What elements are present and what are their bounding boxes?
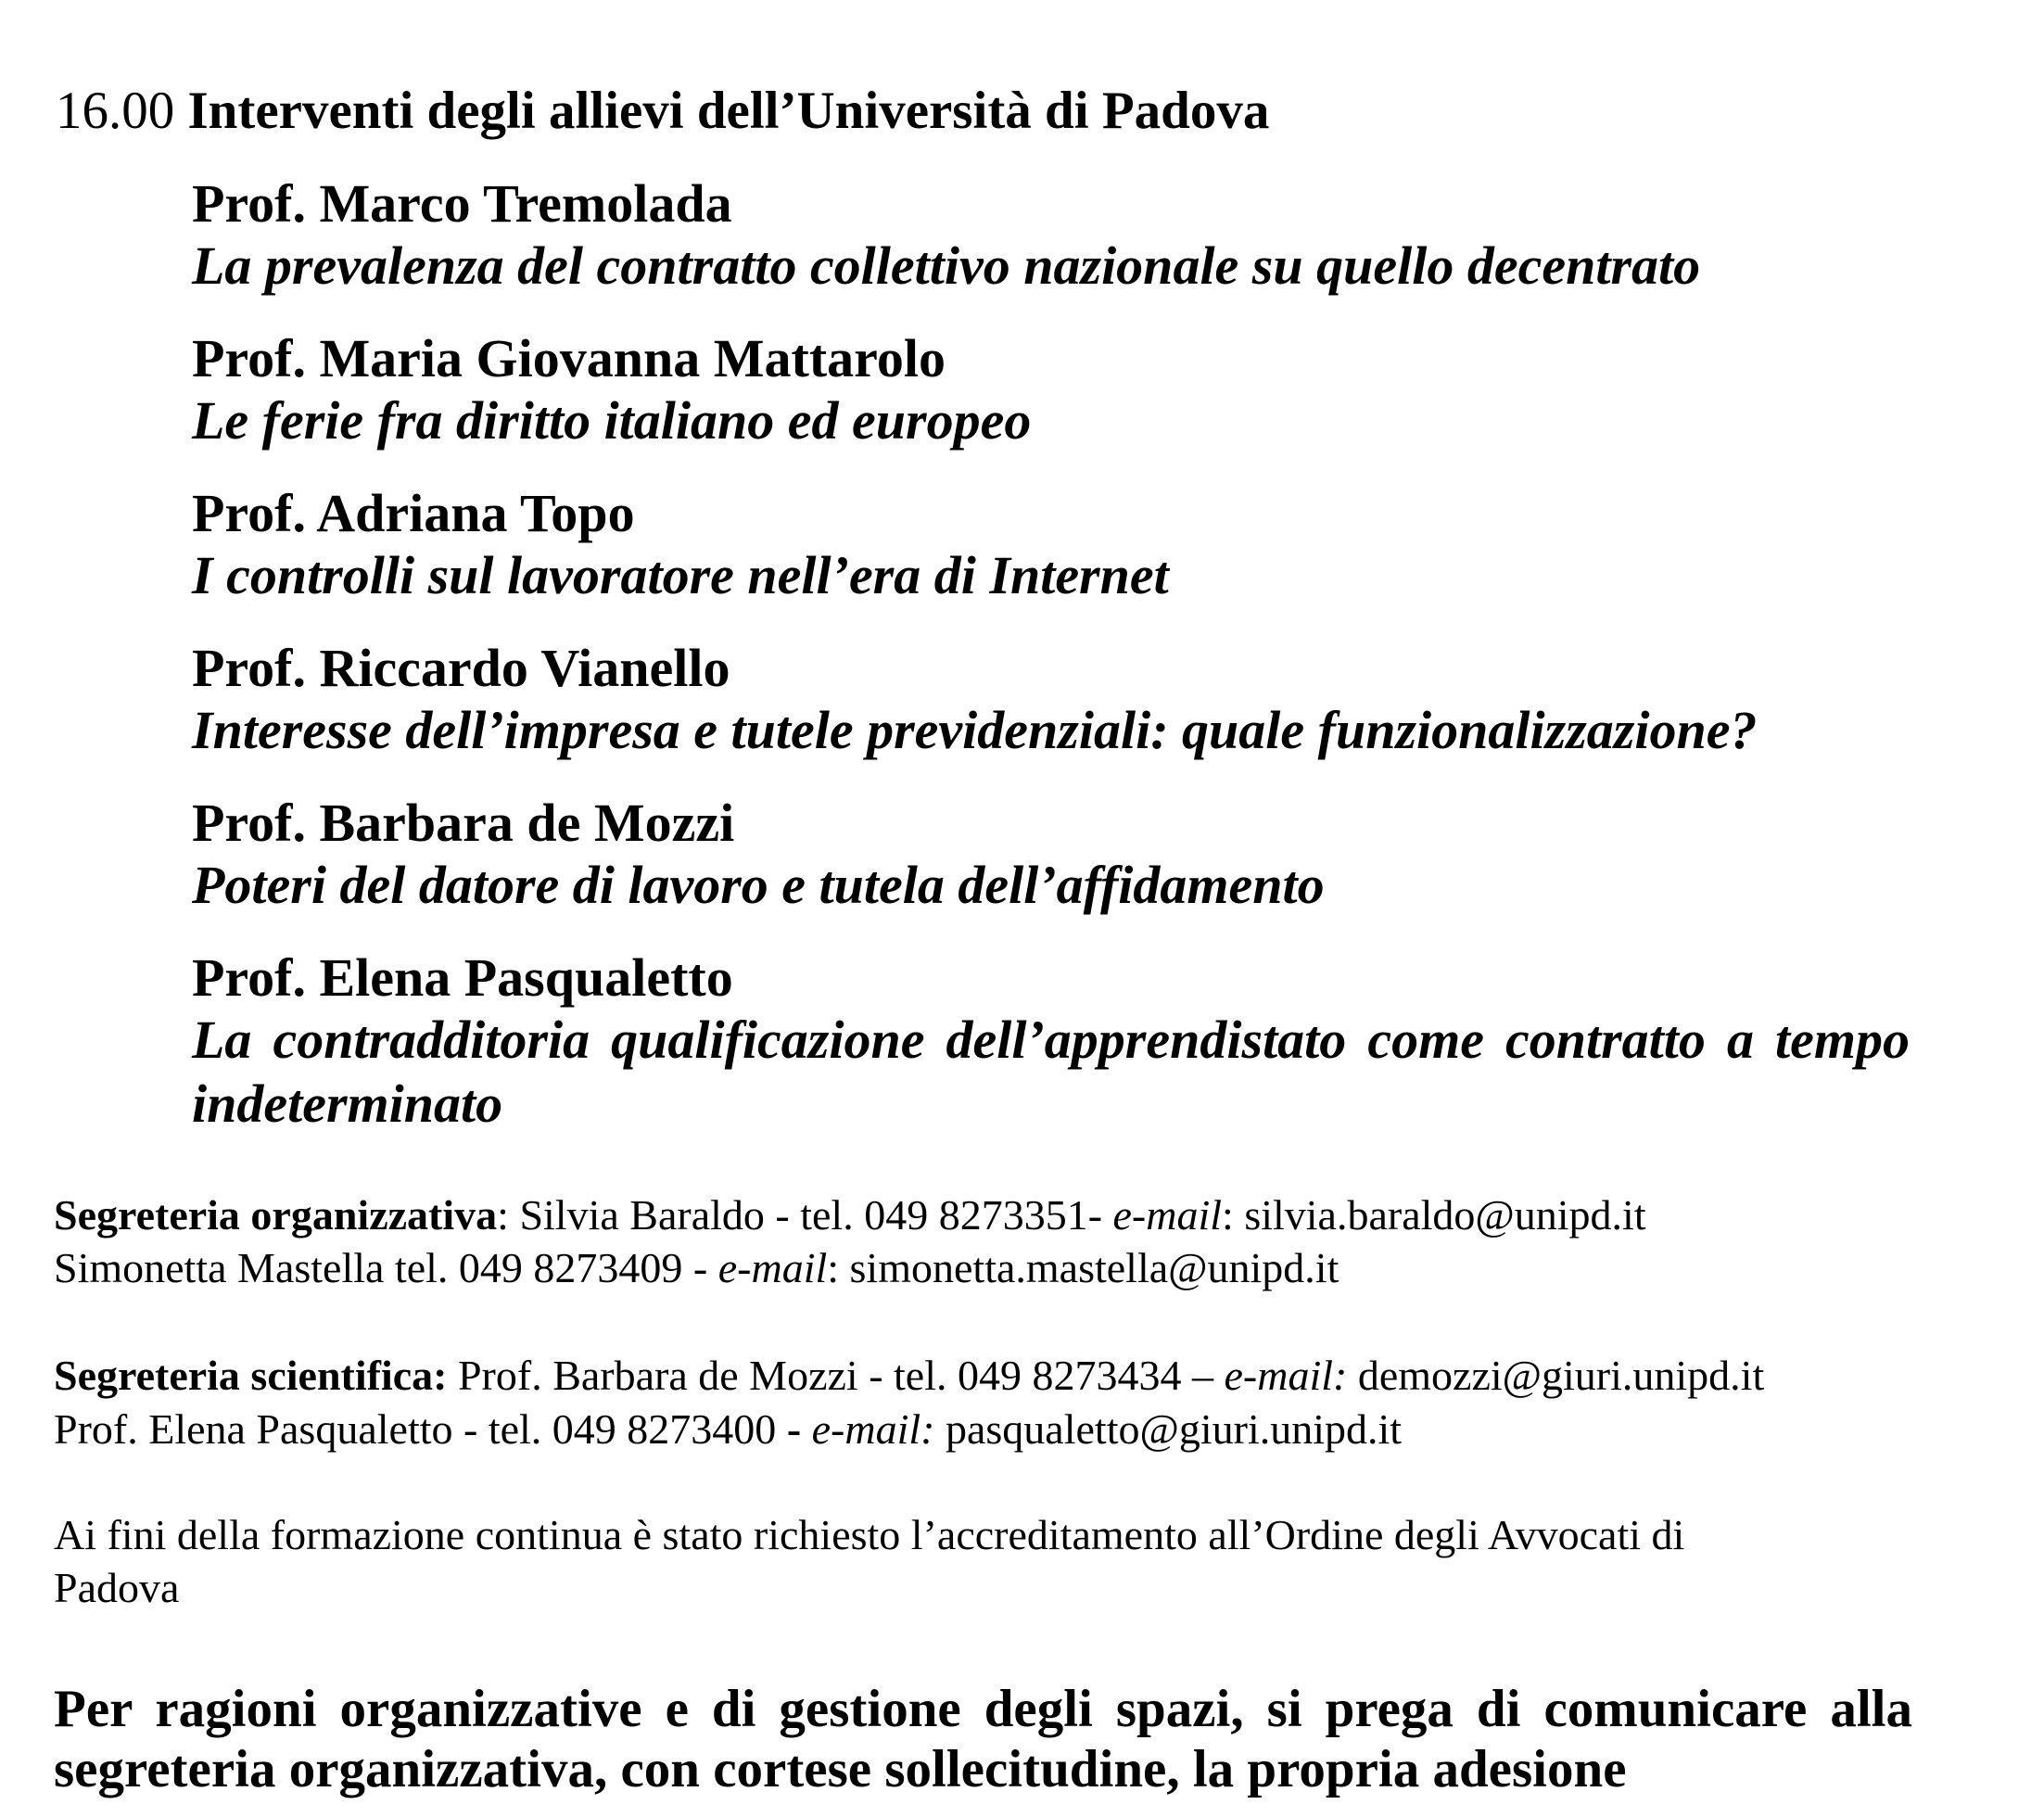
- talk-title: Interesse dell’impresa e tutele previdenziali: quale funzionalizzazione?: [192, 700, 1758, 760]
- colon: :: [1222, 1191, 1234, 1239]
- segreteria-scientifica-line-1: [54, 1354, 1764, 1397]
- contact-text: Silvia Baraldo - tel. 049 8273351-: [508, 1191, 1113, 1239]
- email-label: e-mail: [1112, 1191, 1223, 1239]
- notice-line-2: segreteria organizzativa, con cortese sollecitudine, la propria adesione: [54, 1740, 1627, 1798]
- contact-text: Prof. Barbara de Mozzi - tel. 049 8273434 –: [447, 1352, 1225, 1399]
- accreditation-text-line-1: Ai fini della formazione continua è stato richiesto l’accreditamento all’Ordine degli Avvocati di: [54, 1511, 1685, 1558]
- contact-text: Simonetta Mastella tel. 049 8273409 -: [54, 1244, 718, 1291]
- contact-text: Prof. Elena Pasqualetto - tel. 049 8273400: [54, 1405, 787, 1453]
- segreteria-organizzativa-label: Segreteria organizzativa: [54, 1191, 498, 1239]
- speaker-name: Prof. Barbara de Mozzi: [192, 793, 735, 853]
- segreteria-organizzativa-line-1: [54, 1191, 1646, 1239]
- talk-title: Le ferie fra diritto italiano ed europeo: [192, 390, 1032, 451]
- email-label: e-mail:: [1224, 1352, 1348, 1399]
- talk-title: I controlli sul lavoratore nell’era di Internet: [192, 545, 1169, 605]
- email-address[interactable]: pasqualetto@giuri.unipd.it: [934, 1405, 1403, 1453]
- dash: -: [786, 1405, 802, 1453]
- talk-title: La contradditoria qualificazione dell’apprendistato come contratto a tempo: [192, 1010, 1910, 1070]
- email-label: e-mail:: [811, 1405, 935, 1453]
- email-address[interactable]: silvia.baraldo@unipd.it: [1233, 1191, 1646, 1239]
- speaker-name: Prof. Elena Pasqualetto: [192, 947, 733, 1008]
- email-address[interactable]: simonetta.mastella@unipd.it: [839, 1244, 1339, 1291]
- session-heading: [56, 82, 1270, 140]
- talk-title: La prevalenza del contratto collettivo nazionale su quello decentrato: [192, 235, 1701, 296]
- email-address[interactable]: demozzi@giuri.unipd.it: [1347, 1352, 1765, 1399]
- segreteria-scientifica-line-2: [54, 1405, 1403, 1453]
- email-label: e-mail: [717, 1244, 828, 1291]
- speaker-name: Prof. Adriana Topo: [192, 483, 635, 543]
- session-time: 16.00: [56, 82, 175, 140]
- talk-title: Poteri del datore di lavoro e tutela dell’affidamento: [192, 855, 1325, 915]
- speaker-name: Prof. Maria Giovanna Mattarolo: [192, 328, 946, 388]
- speaker-name: Prof. Marco Tremolada: [192, 173, 732, 234]
- notice-line-1: Per ragioni organizzative e di gestione degli spazi, si prega di comunicare alla: [54, 1680, 1912, 1738]
- talk-title-continuation: indeterminato: [192, 1074, 503, 1134]
- colon: :: [497, 1191, 509, 1239]
- colon: :: [827, 1244, 840, 1291]
- speaker-name: Prof. Riccardo Vianello: [192, 638, 730, 698]
- accreditation-text-line-2: Padova: [54, 1564, 180, 1611]
- session-title: Interventi degli allievi dell’Università di Padova: [187, 82, 1270, 140]
- segreteria-organizzativa-line-2: [54, 1244, 1339, 1291]
- segreteria-scientifica-label: Segreteria scientifica:: [54, 1352, 448, 1399]
